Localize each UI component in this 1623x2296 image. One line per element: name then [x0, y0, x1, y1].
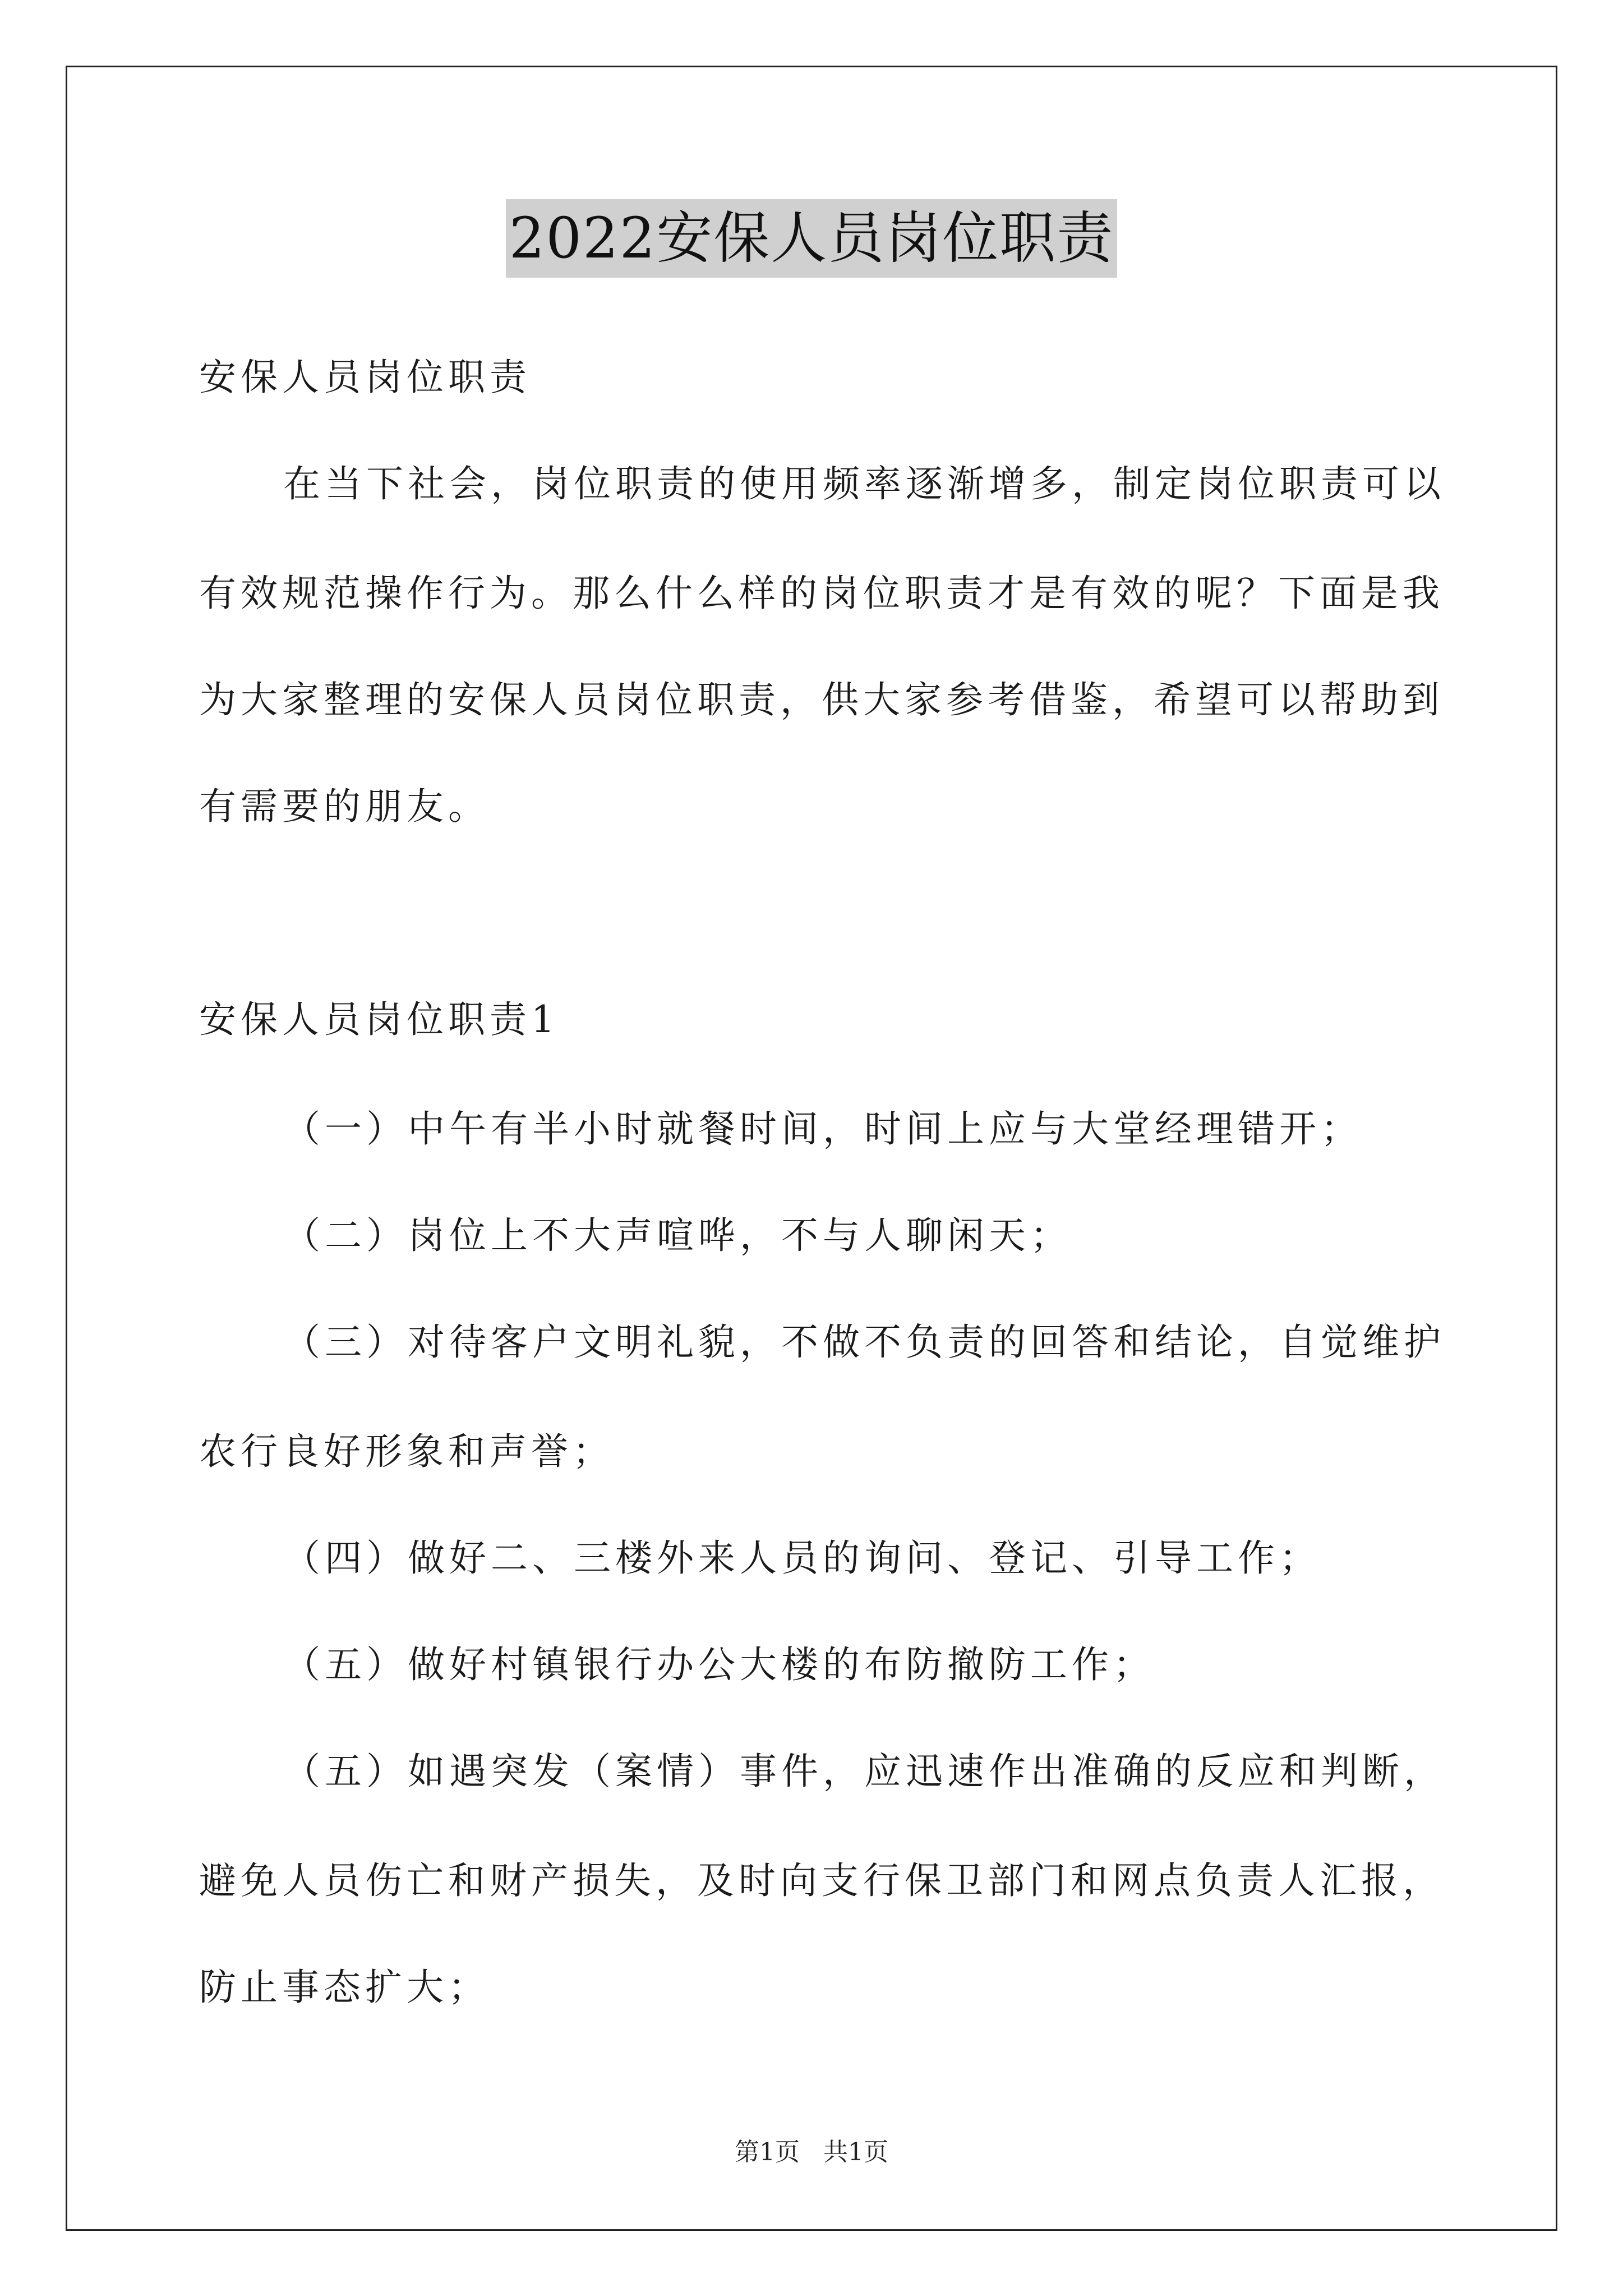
title-container [0, 199, 1623, 278]
section-line-3: （三）对待客户文明礼貌，不做不负责的回答和结论，自觉维护 [283, 1320, 1445, 1364]
section-line-8: 避免人员伤亡和财产损失，及时向支行保卫部门和网点负责人汇报， [199, 1859, 1444, 1902]
page-footer [0, 2132, 1623, 2168]
intro-line-1: 在当下社会，岗位职责的使用频率逐渐增多，制定岗位职责可以 [283, 462, 1445, 505]
section-line-5: （四）做好二、三楼外来人员的询问、登记、引导工作； [283, 1536, 1321, 1580]
section-line-2: （二）岗位上不大声喧哗，不与人聊闲天； [283, 1214, 1072, 1257]
intro-line-3: 为大家整理的安保人员岗位职责，供大家参考借鉴，希望可以帮助到 [199, 678, 1444, 721]
intro-line-2: 有效规范操作行为。那么什么样的岗位职责才是有效的呢？下面是我 [199, 572, 1444, 615]
page-number: 第1页 [735, 2138, 800, 2166]
section-line-1: （一）中午有半小时就餐时间，时间上应与大堂经理错开； [283, 1107, 1362, 1151]
intro-line-4: 有需要的朋友。 [199, 785, 490, 828]
document-title: 2022安保人员岗位职责 [506, 199, 1118, 278]
page-total: 共1页 [823, 2138, 888, 2166]
section-line-7: （五）如遇突发（案情）事件，应迅速作出准确的反应和判断， [283, 1750, 1445, 1793]
document-subtitle: 安保人员岗位职责 [199, 356, 531, 399]
section-line-4: 农行良好形象和声誉； [199, 1430, 614, 1473]
section-line-6: （五）做好村镇银行办公大楼的布防撤防工作； [283, 1643, 1155, 1686]
section-heading: 安保人员岗位职责1 [199, 998, 559, 1041]
section-line-9: 防止事态扩大； [199, 1966, 490, 2009]
